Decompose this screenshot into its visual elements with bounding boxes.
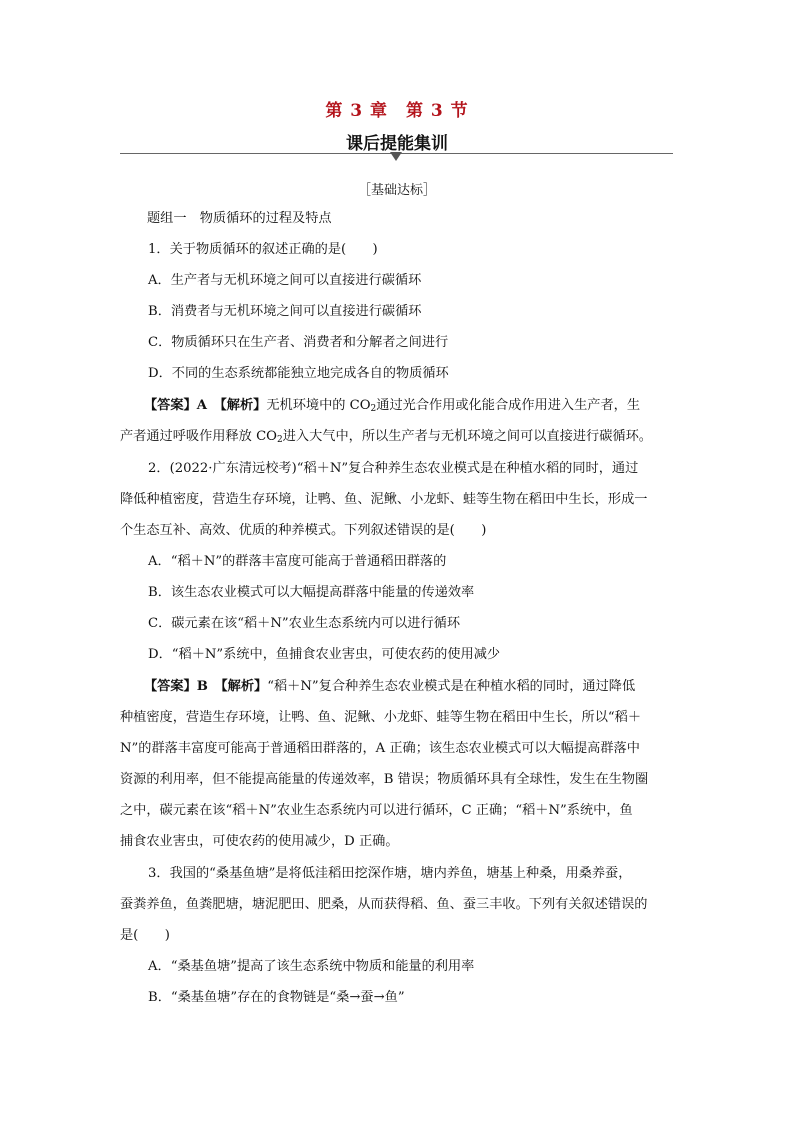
triangle-marker-icon <box>390 152 402 161</box>
chapter-title: 第 3 章 第 3 节 <box>325 101 469 121</box>
question-1-option-c: C．物质循环只在生产者、消费者和分解者之间进行 <box>148 335 449 350</box>
answer-tag: 【答案】A 【解析】 <box>144 398 267 413</box>
question-2-stem-line-2: 降低种植密度，营造生存环境，让鸭、鱼、泥鳅、小龙虾、蛙等生物在稻田中生长，形成一 <box>120 492 648 507</box>
question-1-option-d: D．不同的生态系统都能独立地完成各自的物质循环 <box>148 366 449 381</box>
question-1-option-a: A．生产者与无机环境之间可以直接进行碳循环 <box>148 273 422 288</box>
question-3-stem-line-2: 蚕粪养鱼，鱼粪肥塘，塘泥肥田、肥桑，从而获得稻、鱼、蚕三丰收。下列有关叙述错误的 <box>120 897 648 912</box>
question-2-option-d: D．“稻＋N”系统中，鱼捕食农业害虫，可使农药的使用减少 <box>148 647 501 662</box>
subscript: 2 <box>370 404 377 414</box>
answer-tag: 【答案】B 【解析】 <box>144 679 268 694</box>
explanation-text: “稻＋N”复合种养生态农业模式是在种植水稻的同时，通过降低 <box>267 679 636 694</box>
question-3-option-b: B．“桑基鱼塘”存在的食物链是“桑→蚕→鱼” <box>148 990 405 1005</box>
question-2-explanation-line-3: N”的群落丰富度可能高于普通稻田群落的，A 正确；该生态农业模式可以大幅提高群落中 <box>120 741 640 756</box>
explanation-text: 产者通过呼吸作用释放 CO <box>120 429 277 444</box>
question-2-option-b: B．该生态农业模式可以大幅提高群落中能量的传递效率 <box>148 585 475 600</box>
section-heading: ［基础达标］ <box>357 183 436 198</box>
question-2-stem-line-1: 2．(2022·广东清远校考)“稻＋N”复合种养生态农业模式是在种植水稻的同时，通过 <box>148 461 639 476</box>
page-subtitle: 课后提能集训 <box>346 134 448 154</box>
question-2-explanation-line-2: 种植密度，营造生存环境，让鸭、鱼、泥鳅、小龙虾、蛙等生物在稻田中生长，所以“稻＋ <box>120 710 642 725</box>
question-3-stem-line-1: 3．我国的“桑基鱼塘”是将低洼稻田挖深作塘，塘内养鱼，塘基上种桑，用桑养蚕， <box>148 866 632 881</box>
question-2-explanation-line-6: 捕食农业害虫，可使农药的使用减少，D 正确。 <box>120 834 399 849</box>
group-heading: 题组一 物质循环的过程及特点 <box>147 211 332 226</box>
question-3-stem-line-3: 是( ) <box>120 928 170 943</box>
question-2-option-c: C．碳元素在该“稻＋N”农业生态系统内可以进行循环 <box>148 616 461 631</box>
explanation-text: 进入大气中，所以生产者与无机环境之间可以直接进行碳循环。 <box>282 429 652 444</box>
subscript: 2 <box>276 435 283 445</box>
question-3-option-a: A．“桑基鱼塘”提高了该生态系统中物质和能量的利用率 <box>148 959 475 974</box>
question-2-option-a: A．“稻＋N”的群落丰富度可能高于普通稻田群落的 <box>148 554 447 569</box>
question-1-explanation-line-2 <box>120 427 652 447</box>
question-2-stem-line-3: 个生态互补、高效、优质的种养模式。下列叙述错误的是( ) <box>120 523 487 538</box>
question-2-explanation-line-5: 之中，碳元素在该“稻＋N”农业生态系统内可以进行循环，C 正确；“稻＋N”系统中，鱼 <box>120 803 633 818</box>
question-1-explanation-line-1 <box>144 396 640 416</box>
question-2-explanation-line-1 <box>144 677 635 697</box>
question-2-explanation-line-4: 资源的利用率，但不能提高能量的传递效率，B 错误；物质循环具有全球性，发生在生物圈 <box>120 772 649 787</box>
explanation-text: 通过光合作用或化能合成作用进入生产者，生 <box>376 398 641 413</box>
question-1-option-b: B．消费者与无机环境之间可以直接进行碳循环 <box>148 304 422 319</box>
question-1-stem: 1．关于物质循环的叙述正确的是( ) <box>148 242 378 257</box>
explanation-text: 无机环境中的 CO <box>266 398 371 413</box>
